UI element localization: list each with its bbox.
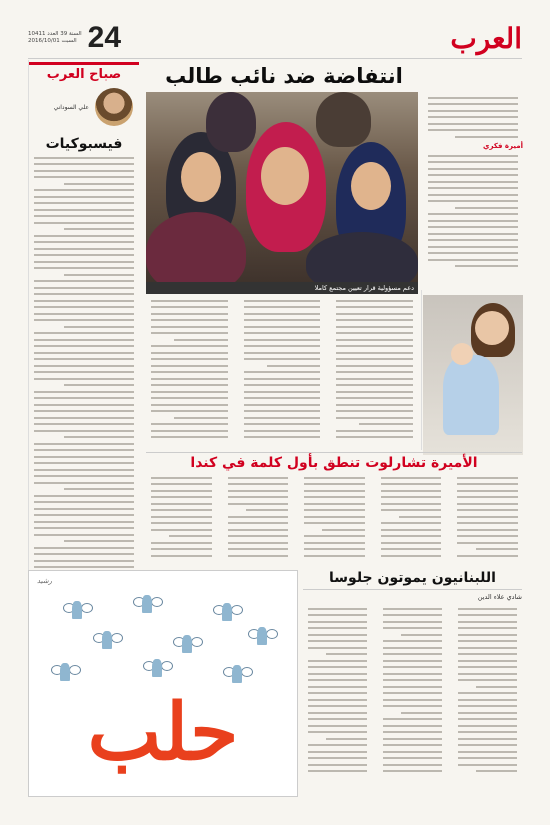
page-number: 24 <box>87 21 122 54</box>
column-author-row <box>29 84 139 130</box>
column-body <box>29 157 139 595</box>
issue-line-1: السنة 39 العدد 10411 <box>28 31 82 37</box>
newspaper-logo: العرب <box>450 21 522 55</box>
royal-photo <box>423 295 523 455</box>
column-author: علي السوداني <box>53 103 89 111</box>
column-topic: فيسبوكيات <box>45 136 123 152</box>
protest-photo <box>146 92 418 282</box>
bottom-article-title: اللبنانيون يموتون جلوسا <box>303 570 522 590</box>
editorial-cartoon <box>28 570 298 797</box>
main-headline: انتفاضة ضد نائب طالب <box>165 64 403 88</box>
photo-caption: دعم مسؤولية قرار تعيين مجتمع كاملا <box>146 282 418 294</box>
cartoon-signature: رشيد <box>37 577 53 585</box>
issue-meta <box>28 21 121 55</box>
cartoon-word: حلب <box>87 687 239 778</box>
author-avatar <box>95 88 133 126</box>
column-header <box>29 62 139 130</box>
issue-info <box>28 31 82 45</box>
article-body <box>146 295 418 445</box>
secondary-headline: الأميرة تشارلوت تنطق بأول كلمة في كندا <box>146 452 522 471</box>
column-title: صباح العرب <box>46 67 122 82</box>
masthead <box>28 18 522 59</box>
opinion-column <box>28 60 139 587</box>
issue-line-2: 2016/10/01 السبت <box>28 38 77 44</box>
right-column <box>423 92 523 272</box>
secondary-article-body <box>146 472 523 564</box>
byline: أميرة فكري <box>483 142 523 150</box>
bottom-article-author: شادي علاء الدين <box>477 593 522 601</box>
bottom-article-body <box>303 603 522 793</box>
